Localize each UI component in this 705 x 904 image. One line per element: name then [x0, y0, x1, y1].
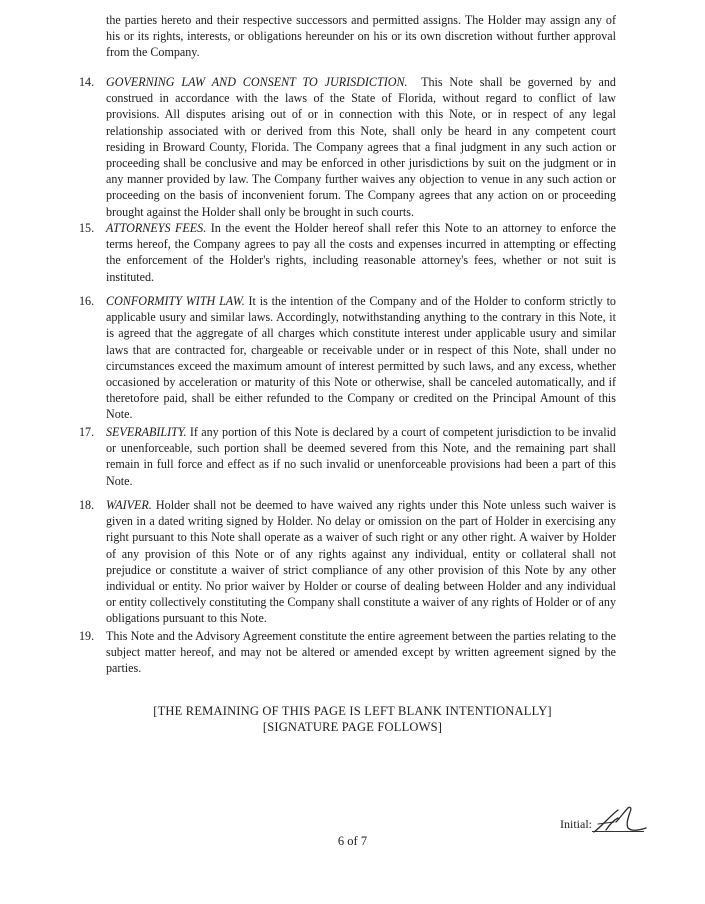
section-heading: CONFORMITY WITH LAW. — [106, 294, 245, 308]
section-text: In the event the Holder hereof shall refer this Note to an attorney to enforce the terms hereof, the Company agrees to pay all the costs and expenses incurred in attempting or effecting the enforcement of the Holder's rights, including reasonable attorney's fees, whether or not suit is instituted. — [106, 221, 616, 284]
section-text: This Note shall be governed by and construed in accordance with the laws of the State of Florida, without regard to conflict of law provisions. All disputes arising out of or in connection with this Note, or in respect of any legal relationship associated with or derived from this Note, shall only be heard in any competent court residing in Broward County, Florida. The Company agrees that a final judgment in any such action or proceeding shall be conclusive and may be enforced in other jurisdictions by suit on the judgment or in any manner provided by law. The Company further waives any objection to venue in any such action or proceeding on the basis of inconvenient forum. The Company agrees that any action on or proceeding brought against the Holder shall only be brought in such courts. — [106, 75, 616, 219]
section-body — [106, 424, 616, 489]
section-heading: GOVERNING LAW AND CONSENT TO JURISDICTION. — [106, 75, 408, 89]
section-body — [106, 293, 616, 423]
section-body — [106, 628, 616, 677]
intro-paragraph: the parties hereto and their respective successors and permitted assigns. The Holder may assign any of his or its rights, interests, or obligations hereunder on his or its own discretion without further approval from the Company. — [106, 13, 616, 60]
section-18 — [79, 497, 616, 627]
section-number: 17. — [79, 425, 95, 439]
section-body — [106, 220, 616, 285]
section-number: 18. — [79, 498, 95, 512]
page-number: 6 of 7 — [337, 834, 368, 848]
section-number: 19. — [79, 629, 95, 643]
section-17 — [79, 424, 616, 489]
section-text: It is the intention of the Company and of the Holder to conform strictly to applicable usury and similar laws. Accordingly, notwithstanding anything to the contrary in this Note, it is agreed that the aggregate of all charges which constitute interest under applicable usury and similar laws that are contracted for, chargeable or receivable under or in respect of this Note, shall under no circumstances exceed the maximum amount of interest permitted by such laws, and any excess, whether occasioned by acceleration or maturity of this Note or otherwise, shall be canceled automatically, and if theretofore paid, shall be either refunded to the Company or credited on the Principal Amount of this Note. — [106, 294, 616, 422]
handwritten-initials-icon — [588, 804, 668, 836]
blank-page-notice — [0, 703, 705, 735]
section-body — [106, 74, 616, 220]
blank-notice-line: [THE REMAINING OF THIS PAGE IS LEFT BLANK INTENTIONALLY] — [153, 704, 552, 718]
section-number: 16. — [79, 294, 95, 308]
section-heading: WAIVER. — [106, 498, 152, 512]
section-19 — [79, 628, 616, 677]
section-number: 15. — [79, 221, 95, 235]
section-14 — [79, 74, 616, 220]
section-16 — [79, 293, 616, 423]
section-15 — [79, 220, 616, 285]
section-heading: SEVERABILITY. — [106, 425, 187, 439]
section-number: 14. — [79, 75, 95, 89]
signature-follows-line: [SIGNATURE PAGE FOLLOWS] — [262, 720, 443, 734]
section-text: If any portion of this Note is declared by a court of competent jurisdiction to be invalid or unenforceable, such portion shall be deemed severed from this Note, and the remaining part shall remain in full force and effect as if no such invalid or unenforceable provisions had been a part of this Note. — [106, 425, 617, 488]
section-heading: ATTORNEYS FEES. — [106, 221, 207, 235]
section-body — [106, 497, 616, 627]
initial-label: Initial: — [560, 817, 592, 831]
section-text: This Note and the Advisory Agreement constitute the entire agreement between the parties relating to the subject matter hereof, and may not be altered or amended except by written agreement signed by the parties. — [106, 629, 616, 676]
section-text: Holder shall not be deemed to have waived any rights under this Note unless such waiver is given in a dated writing signed by Holder. No delay or omission on the part of Holder in exercising any right pursuant to this Note shall operate as a waiver of such right or any other right. A waiver by Holder of any provision of this Note or of any rights against any individual, entity or collateral shall not prejudice or constitute a waiver of strict compliance of any other provision of this Note by any other individual or entity. No prior waiver by Holder or course of dealing between Holder and any individual or entity collectively constituting the Company shall constitute a waiver of any rights of Holder or of any obligations pursuant to this Note. — [106, 498, 616, 626]
